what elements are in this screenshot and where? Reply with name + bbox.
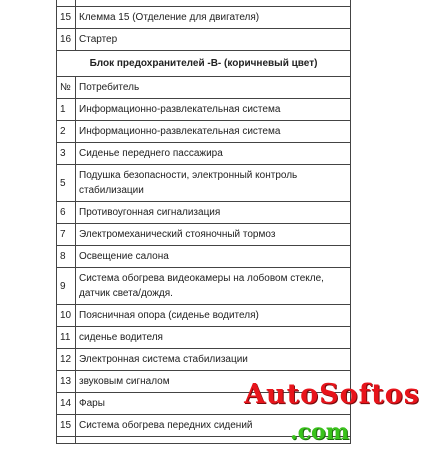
row-consumer: Противоугонная сигнализация [76,202,351,224]
row-consumer: Стартер [76,29,351,51]
table-row [57,121,351,143]
row-consumer: Клемма 15 (Отделение для двигателя) [76,7,351,29]
row-consumer: Подушка безопасности, электронный контроль стабилизации [76,165,351,202]
table-row [57,327,351,349]
table-row [57,305,351,327]
table-row [57,165,351,202]
table-row [57,268,351,305]
row-consumer: Электронная система стабилизации [76,349,351,371]
row-consumer: Информационно-развлекательная система [76,99,351,121]
row-number: 3 [57,143,76,165]
row-number: 14 [57,393,76,415]
row-number: 6 [57,202,76,224]
row-number: 13 [57,371,76,393]
column-header-number: № [57,77,76,99]
row-number: 12 [57,349,76,371]
table-row [57,143,351,165]
table-row [57,202,351,224]
row-consumer: Система обогрева видеокамеры на лобовом стекле, датчик света/дождя. [76,268,351,305]
table-row [57,246,351,268]
row-number: 11 [57,327,76,349]
fuse-table [56,0,351,444]
row-consumer: Освещение салона [76,246,351,268]
column-header-consumer: Потребитель [76,77,351,99]
row-consumer: сиденье водителя [76,327,351,349]
row-number: 1 [57,99,76,121]
section-title: Блок предохранителей -B- (коричневый цвет) [57,51,351,77]
watermark-logo: AutoSoftos [244,379,420,410]
watermark-domain: .com [290,419,350,445]
row-consumer: Система обогрева передних сидений [76,415,351,437]
row-number: 2 [57,121,76,143]
row-number: 16 [57,29,76,51]
row-number: 9 [57,268,76,305]
table-row [57,224,351,246]
row-consumer: Электромеханический стояночный тормоз [76,224,351,246]
row-number: 15 [57,7,76,29]
row-consumer: звуковым сигналом [76,371,351,393]
row-number: 5 [57,165,76,202]
row-number [57,437,76,444]
table-row [57,349,351,371]
column-header-row [57,77,351,99]
table-row [57,7,351,29]
row-consumer: Поясничная опора (сиденье водителя) [76,305,351,327]
row-number: 7 [57,224,76,246]
row-number: 8 [57,246,76,268]
row-number: 15 [57,415,76,437]
row-consumer: Сиденье переднего пассажира [76,143,351,165]
row-consumer: Информационно-развлекательная система [76,121,351,143]
section-header-row [57,51,351,77]
row-number: 10 [57,305,76,327]
row-consumer: Фары [76,393,351,415]
table-row [57,29,351,51]
table-row [57,99,351,121]
